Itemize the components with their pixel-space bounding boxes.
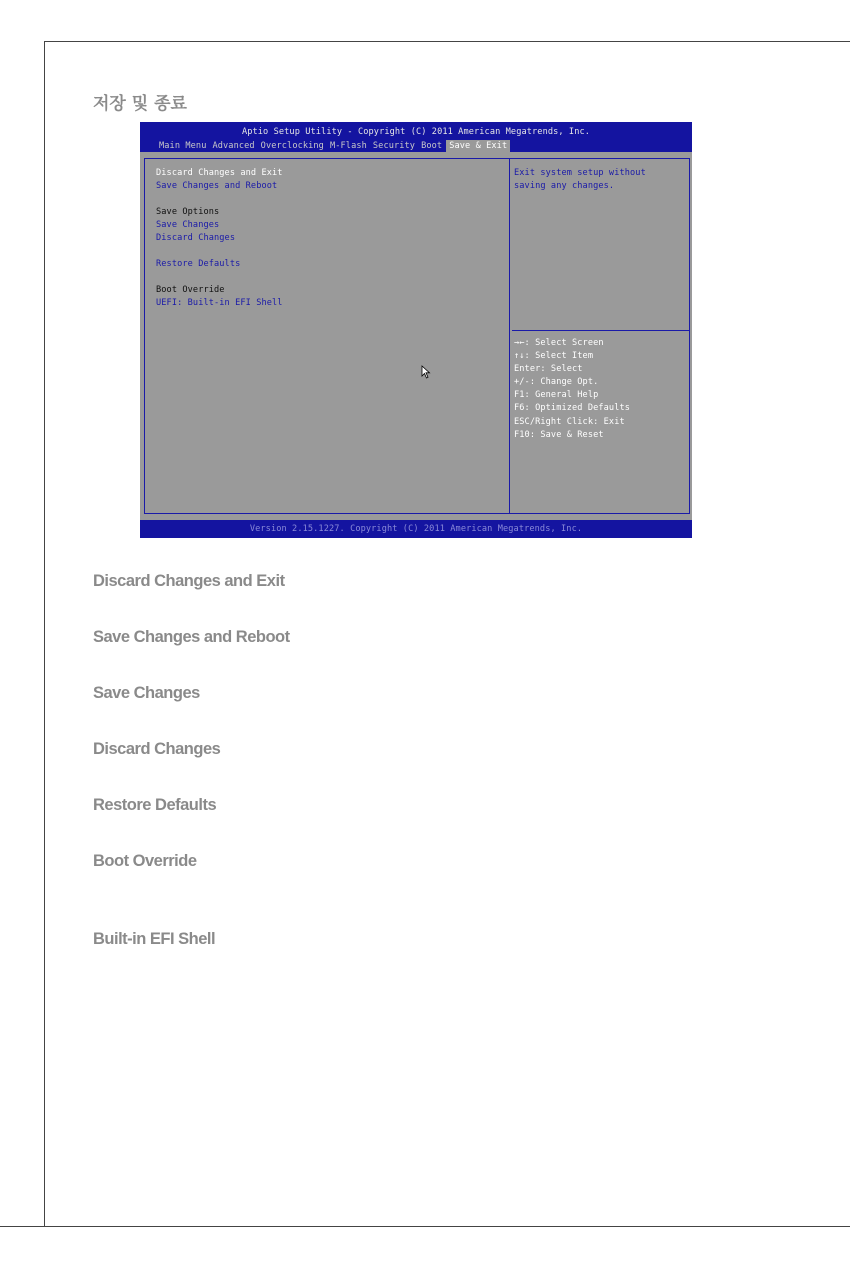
- bios-title: Aptio Setup Utility - Copyright (C) 2011 American Megatrends, Inc.: [241, 127, 591, 137]
- bios-key-enter: Enter: Select: [514, 364, 583, 375]
- mouse-pointer-icon: [421, 365, 431, 379]
- bios-item-restore-defaults[interactable]: Restore Defaults: [156, 259, 241, 269]
- bios-heading-boot-override: Boot Override: [156, 285, 225, 295]
- page-frame-bottom: [0, 1226, 850, 1227]
- bios-menu-bar: [157, 140, 512, 152]
- bios-key-save-reset: F10: Save & Reset: [514, 429, 604, 440]
- bios-help-text: [514, 167, 689, 193]
- bios-key-general-help: F1: General Help: [514, 390, 599, 401]
- bios-key-optimized-defaults: F6: Optimized Defaults: [514, 403, 631, 414]
- bios-item-save-changes-reboot[interactable]: Save Changes and Reboot: [156, 181, 278, 191]
- bios-item-discard-changes-exit[interactable]: Discard Changes and Exit: [156, 168, 283, 178]
- bios-key-select-item: ↑↓: Select Item: [514, 351, 594, 362]
- bios-item-save-changes[interactable]: Save Changes: [156, 220, 220, 230]
- bios-tab-boot[interactable]: Boot: [421, 141, 443, 151]
- page-frame-top: [44, 41, 850, 42]
- bios-spacer: [156, 193, 501, 206]
- bios-panel-divider: [509, 159, 510, 513]
- desc-heading-save-changes-reboot: Save Changes and Reboot: [93, 628, 290, 646]
- bios-heading-save-options: Save Options: [156, 207, 220, 217]
- bios-help-divider: [512, 330, 690, 331]
- bios-header: [140, 122, 692, 152]
- bios-item-discard-changes[interactable]: Discard Changes: [156, 233, 236, 243]
- bios-body: [144, 158, 690, 514]
- bios-tab-security[interactable]: Security: [372, 141, 416, 151]
- bios-tab-m-flash[interactable]: M-Flash: [329, 141, 367, 151]
- bios-spacer: [156, 271, 501, 284]
- bios-help-line: Exit system setup without: [514, 168, 646, 178]
- bios-key-exit: ESC/Right Click: Exit: [514, 416, 625, 427]
- desc-heading-built-in-efi-shell: Built-in EFI Shell: [93, 930, 216, 948]
- bios-tab-overclocking[interactable]: Overclocking: [260, 141, 324, 151]
- bios-options-list: [156, 167, 501, 310]
- desc-heading-boot-override: Boot Override: [93, 852, 197, 870]
- bios-tab-main-menu[interactable]: Main Menu: [159, 141, 207, 151]
- page-frame-left: [44, 41, 45, 1227]
- section-title: 저장 및 종료: [93, 94, 187, 114]
- desc-heading-discard-changes: Discard Changes: [93, 740, 221, 758]
- bios-help-line: saving any changes.: [514, 181, 615, 191]
- bios-spacer: [156, 245, 501, 258]
- bios-key-select-screen: →←: Select Screen: [514, 338, 604, 348]
- desc-heading-discard-changes-exit: Discard Changes and Exit: [93, 572, 285, 590]
- desc-heading-restore-defaults: Restore Defaults: [93, 796, 217, 814]
- bios-footer: Version 2.15.1227. Copyright (C) 2011 American Megatrends, Inc.: [140, 520, 692, 538]
- bios-key-legend: [514, 337, 689, 442]
- bios-tab-save-exit[interactable]: Save & Exit: [446, 140, 510, 152]
- bios-key-change-opt: +/-: Change Opt.: [514, 377, 599, 388]
- bios-screenshot: [140, 122, 692, 538]
- desc-heading-save-changes: Save Changes: [93, 684, 200, 702]
- bios-item-uefi-efi-shell[interactable]: UEFI: Built-in EFI Shell: [156, 298, 283, 308]
- bios-tab-advanced[interactable]: Advanced: [212, 141, 255, 151]
